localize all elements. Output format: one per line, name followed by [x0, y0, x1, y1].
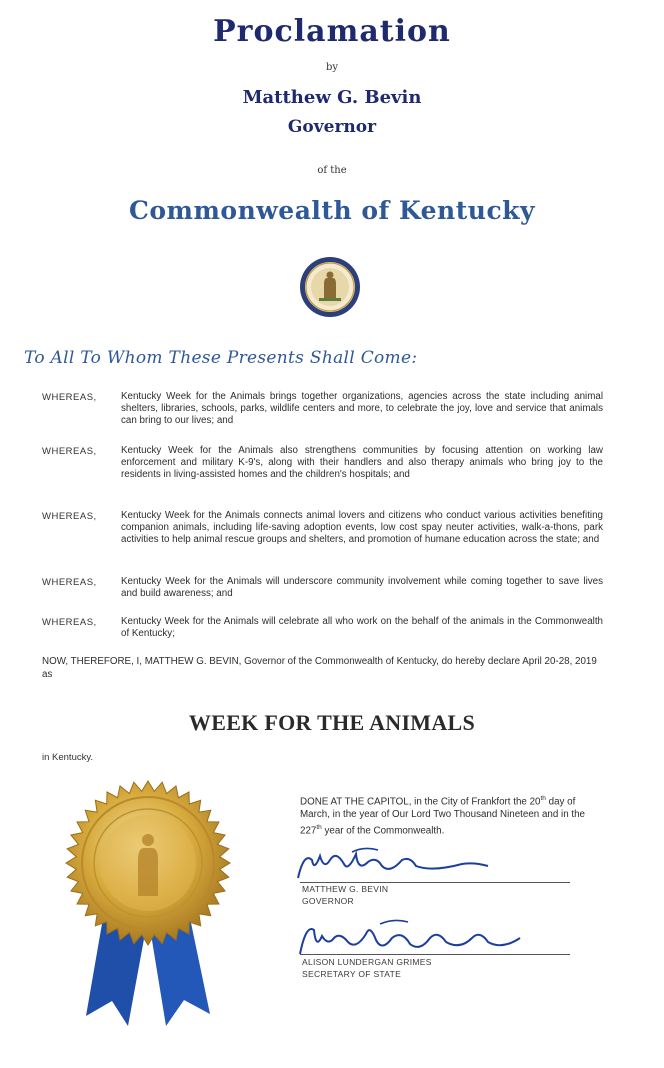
secretary-signature-title: SECRETARY OF STATE [302, 969, 402, 979]
whereas-text: Kentucky Week for the Animals brings together organizations, agencies across the state including animal shelters, libraries, schools, parks, wildlife centers and more, to celebrate the joy, love and service that animals can bring to our lives; and [121, 391, 603, 426]
of-the-label: of the [317, 165, 347, 176]
gold-foil-seal-icon [48, 768, 248, 1033]
whereas-text: Kentucky Week for the Animals will underscore community involvement while coming together to save lives and build awareness; and [121, 576, 603, 599]
governor-title: Governor [287, 117, 377, 137]
kentucky-state-seal-icon [299, 256, 361, 318]
done-at-capitol-text: DONE AT THE CAPITOL, in the City of Frankfort the 20th day of March, in the year of Our Lord Two Thousand Nineteen and in the 227th year of the Commonwealth. [300, 795, 586, 837]
secretary-signature-name: ALISON LUNDERGAN GRIMES [302, 957, 432, 967]
commonwealth-title: Commonwealth of Kentucky [128, 196, 536, 225]
whereas-label: WHEREAS, [42, 577, 97, 588]
whereas-label: WHEREAS, [42, 617, 97, 628]
secretary-signature-icon [296, 916, 526, 962]
proclamation-title: Proclamation [213, 14, 451, 49]
whereas-text: Kentucky Week for the Animals also strengthens communities by focusing attention on working law enforcement and military K-9's, along with their handlers and also therapy animals who bring joy to the residents in living-assisted homes and the children's hospitals; and [121, 445, 603, 480]
whereas-text: Kentucky Week for the Animals will celebrate all who work on the behalf of the animals in the Commonwealth of Kentucky; [121, 616, 603, 639]
by-label: by [325, 62, 339, 73]
whereas-label: WHEREAS, [42, 392, 97, 403]
whereas-label: WHEREAS, [42, 446, 97, 457]
now-therefore-paragraph: NOW, THEREFORE, I, MATTHEW G. BEVIN, Governor of the Commonwealth of Kentucky, do hereby declare April 20-28, 2019 as [42, 656, 597, 680]
governor-signature-name: MATTHEW G. BEVIN [302, 884, 389, 894]
governor-signature-title: GOVERNOR [302, 896, 354, 906]
secretary-signature-line [300, 954, 570, 955]
governor-name: Matthew G. Bevin [242, 87, 422, 108]
whereas-text: Kentucky Week for the Animals connects animal lovers and citizens who conduct various activities benefiting companion animals, including life-saving adoption events, low cost spay neuter activities, walk-a-thons, park activities to help animal rescue groups and shelters, and promotion of humane education across the state; and [121, 510, 603, 545]
governor-signature-icon [292, 842, 492, 886]
governor-signature-line [300, 882, 570, 883]
proclaimed-title: WEEK FOR THE ANIMALS [188, 710, 476, 735]
in-kentucky-text: in Kentucky. [42, 752, 94, 763]
greeting-line: To All To Whom These Presents Shall Come: [24, 348, 418, 368]
whereas-label: WHEREAS, [42, 511, 97, 522]
